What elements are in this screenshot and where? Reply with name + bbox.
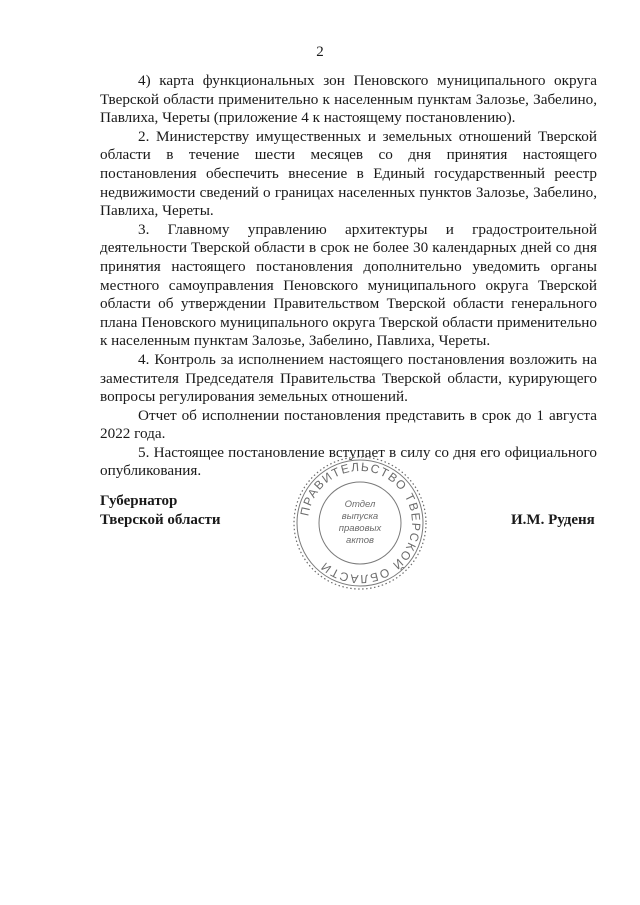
stamp-line-3: правовых <box>338 523 382 534</box>
paragraph-control: 4. Контроль за исполнением настоящего постановления возложить на заместителя Председателя Правительства Тверской области, курирующего вопросы регулирования земельных отношений. <box>100 350 597 406</box>
paragraph-item-4-map: 4) карта функциональных зон Пеновского муниципального округа Тверской области применительно к населенным пунктам Залозье, Забелино, Павлиха, Череты (приложение 4 к настоящему постановлению). <box>100 72 597 127</box>
signatory-name: И.М. Руденя <box>511 512 595 528</box>
stamp-center-text <box>320 483 400 563</box>
stamp-line-1: Отдел <box>344 499 376 510</box>
paragraph-report-deadline: Отчет об исполнении постановления представить в срок до 1 августа 2022 года. <box>100 406 597 443</box>
paragraph-ministry-registry: 2. Министерству имущественных и земельных отношений Тверской области в течение шести месяцев со дня принятия настоящего постановления обеспечить внесение в Единый государственный реестр недвижимости сведений о границах населенных пунктов Залозье, Забелино, Павлиха, Череты. <box>100 127 597 220</box>
signatory-position-line2: Тверской области <box>100 512 221 528</box>
paragraph-effective-date: 5. Настоящее постановление вступает в силу со дня его официального опубликования. <box>100 443 597 480</box>
official-stamp <box>290 453 430 593</box>
signatory-position <box>100 492 221 530</box>
stamp-line-2: выпуска <box>341 511 379 522</box>
paragraph-architecture-notify: 3. Главному управлению архитектуры и градостроительной деятельности Тверской области в срок не более 30 календарных дней со дня принятия настоящего постановления дополнительно уведомить органы местного самоуправления Пеновского муниципального округа Тверской области об утверждении Правительством Тверской области генерального плана Пеновского муниципального округа Тверской области применительно к населенным пунктам Залозье, Забелино, Павлиха, Череты. <box>100 220 597 350</box>
page-number: 2 <box>316 44 324 60</box>
stamp-ring-text: ПРАВИТЕЛЬСТВО ТВЕРСКОЙ ОБЛАСТИ <box>297 459 424 587</box>
document-body <box>100 72 597 481</box>
signatory-position-line1: Губернатор <box>100 493 178 509</box>
stamp-line-4: актов <box>346 535 374 546</box>
